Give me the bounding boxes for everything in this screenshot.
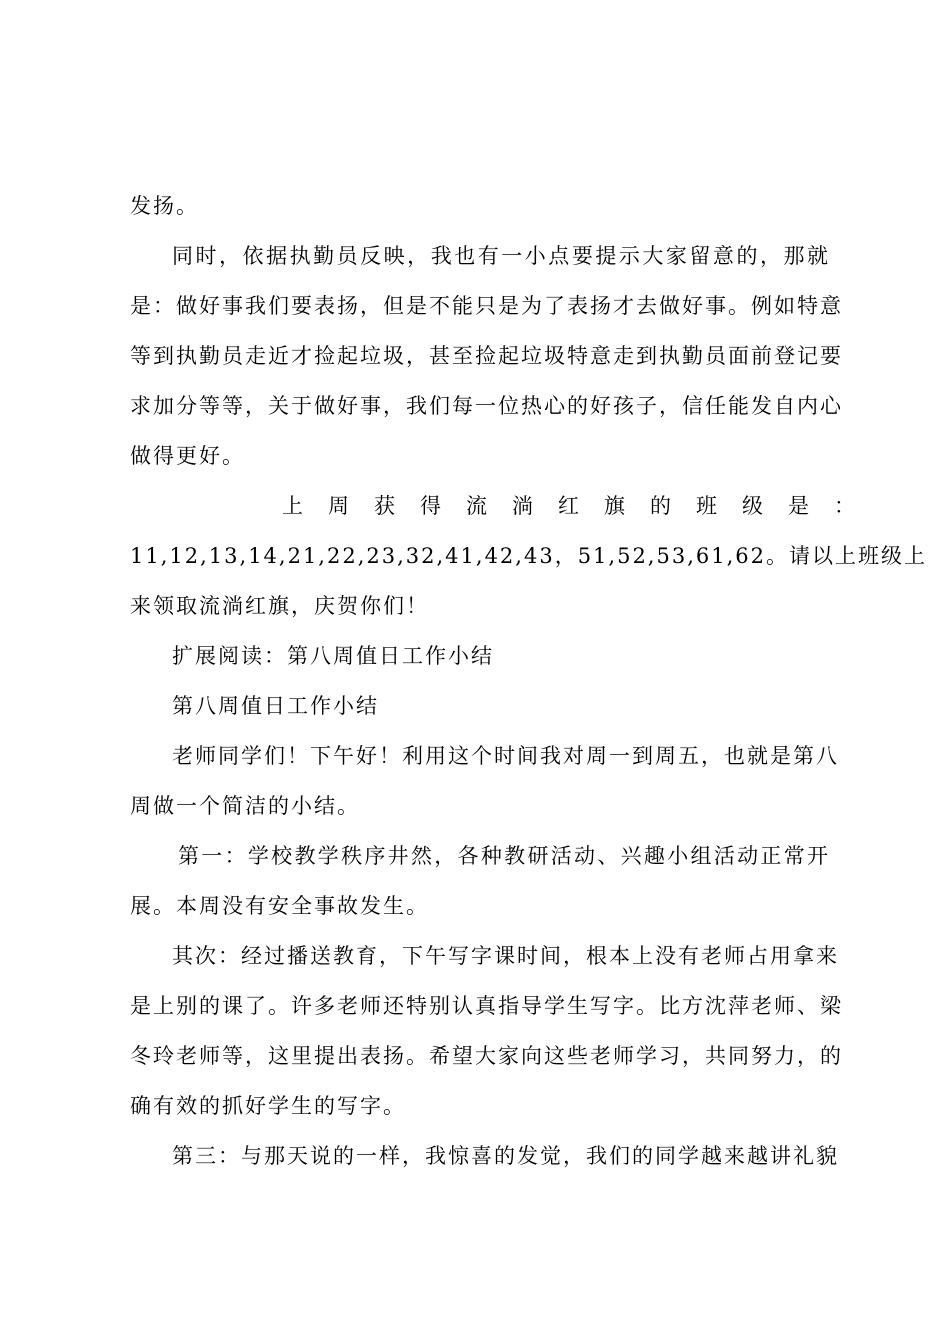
text-line: 求加分等等，关于做好事，我们每一位热心的好孩子，信任能发自内心 (130, 394, 843, 418)
text-line: 展。本周没有安全事故发生。 (130, 894, 429, 918)
text-line: 扩展阅读：第八周值日工作小结 (172, 644, 494, 668)
text-line: 发扬。 (130, 194, 199, 218)
text-line: 老师同学们！下午好！利用这个时间我对周一到周五，也就是第八 (172, 744, 839, 768)
text-line: 是：做好事我们要表扬，但是不能只是为了表扬才去做好事。例如特意 (130, 294, 843, 318)
text-line: 是上别的课了。许多老师还特别认真指导学生写字。比方沈萍老师、梁 (130, 994, 843, 1018)
text-line: 做得更好。 (130, 444, 245, 468)
text-line: 确有效的抓好学生的写字。 (130, 1094, 406, 1118)
text-line: 第三：与那天说的一样，我惊喜的发觉，我们的同学越来越讲礼貌 (172, 1144, 839, 1168)
text-line: 第一：学校教学秩序井然，各种教研活动、兴趣小组活动正常开 (178, 844, 830, 868)
text-line: 周做一个简洁的小结。 (130, 794, 360, 818)
text-line: 上 周 获 得 流 淌 红 旗 的 班 级 是 ： (282, 494, 857, 518)
section-heading: 第八周值日工作小结 (172, 694, 379, 718)
text-line: 等到执勤员走近才捡起垃圾，甚至捡起垃圾特意走到执勤员面前登记要 (130, 344, 843, 368)
text-line: 同时，依据执勤员反映，我也有一小点要提示大家留意的，那就 (172, 244, 830, 268)
text-line: 冬玲老师等，这里提出表扬。希望大家向这些老师学习，共同努力，的 (130, 1044, 843, 1068)
text-line: 11,12,13,14,21,22,23,32,41,42,43，51,52,53,61,62。请以上班级上 (130, 544, 928, 568)
text-line: 其次：经过播送教育，下午写字课时间，根本上没有老师占用拿来 (172, 944, 839, 968)
text-line: 来领取流淌红旗，庆贺你们！ (130, 594, 429, 618)
